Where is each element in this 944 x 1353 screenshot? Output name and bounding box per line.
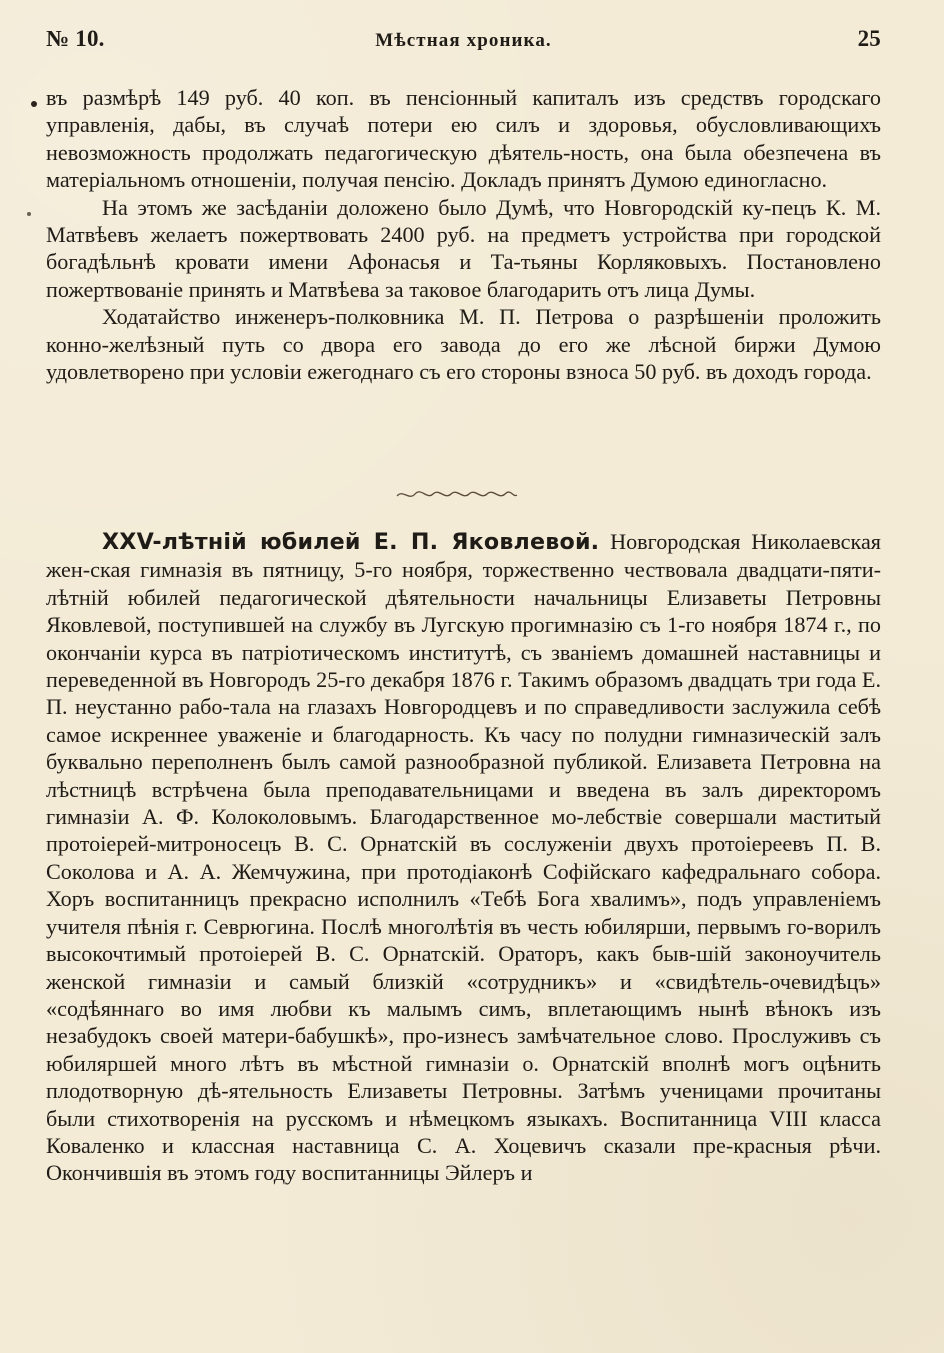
jubilee-article <box>46 528 881 1187</box>
article-body: Новгородская Николаевская жен-ская гимназія въ пятницу, 5-го ноября, торжественно чествовала двадцати-пяти-лѣтній юбилей педагогической дѣятельности начальницы Елизаветы Петровны Яковлевой, поступившей на службу въ Лугскую прогимназію съ 1-го ноября 1874 г., по окончаніи курса въ патріотическомъ институтѣ, съ званіемъ домашней наставницы и переведенной въ Новгородъ 25-го декабря 1876 г. Такимъ образомъ двадцать три года Е. П. неустанно рабо-тала на глазахъ Новгородцевъ и по справедливости заслужила себѣ самое искреннее уваженіе и благодарность. Къ часу по полудни гимназическій залъ буквально переполненъ былъ самой разнообразной публикой. Елизавета Петровна на лѣстницѣ встрѣчена была преподавательницами и введена въ залъ директоромъ гимназіи А. Ф. Колоколовымъ. Благодарственное мо-лебствіе совершали маститый протоіерей-митроносецъ В. С. Орнатскій въ сослуженіи двухъ протоіереевъ П. В. Соколова и А. А. Жемчужина, при протодіаконѣ Софійскаго кафедральнаго собора. Хоръ воспитанницъ прекрасно исполнилъ «Тебѣ Бога хвалимъ», подъ управленіемъ учителя пѣнія г. Севрюгина. Послѣ многолѣтія въ честь юбилярши, первымъ го-ворилъ высокочтимый протоіерей В. С. Орнатскій. Ораторъ, какъ быв-шій законоучитель женской гимназіи и самый близкій «сотрудникъ» и «свидѣтель-очевидѣцъ» «содѣяннаго во имя любви къ малымъ симъ, вплетающимъ нынѣ вѣнокъ изъ незабудокъ своей матери-бабушкѣ», про-изнесъ замѣчательное слово. Прослуживъ съ юбиляршей много лѣтъ въ мѣстной гимназіи о. Орнатскій вполнѣ могъ оцѣнить плодотворную дѣ-ятельность Елизаветы Петровны. Затѣмъ ученицами прочитаны были стихотворенія на русскомъ и нѣмецкомъ языкахъ. Воспитанница VIII класса Коваленко и классная наставница С. А. Хоцевичъ сказали пре-красныя рѣчи. Окончившія въ этомъ году воспитанницы Эйлеръ и <box>46 529 882 1186</box>
page-number: 25 <box>857 26 881 51</box>
issue-number: № 10. <box>46 26 105 51</box>
paragraph-railway: Ходатайство инженеръ-полковника М. П. Петрова о разрѣшеніи проложить конно-желѣзный путь со двора его завода до его же лѣсной биржи Думою удовлетворено при условіи ежегоднаго съ его стороны взноса 50 руб. въ доходъ города. <box>46 304 881 385</box>
margin-mark <box>31 101 37 107</box>
page-header <box>46 26 881 54</box>
council-report <box>46 84 881 385</box>
article-headline: XXV-лѣтній юбилей Е. П. Яковлевой. <box>102 529 600 555</box>
paragraph-pension: въ размѣрѣ 149 руб. 40 коп. въ пенсіонный капиталъ изъ средствъ городскаго управленія, дабы, въ случаѣ потери ею силъ и здоровья, обусловливающихъ невозможность продолжать педагогическую дѣятель-ность, она была обезпечена въ матеріальномъ отношеніи, получая пенсію. Докладъ принятъ Думою единогласно. <box>46 85 881 193</box>
section-title: Мѣстная хроника. <box>375 30 552 51</box>
margin-mark <box>27 212 31 216</box>
ornamental-divider <box>395 486 519 504</box>
paragraph-donation: На этомъ же засѣданіи доложено было Думѣ, что Новгородскій ку-пецъ К. М. Матвѣевъ желаетъ пожертвовать 2400 руб. на предметъ устройства при городской богадѣльнѣ кровати имени Афонасья и Та-тьяны Корляковыхъ. Постановлено пожертвованіе принять и Матвѣева за таковое благодарить отъ лица Думы. <box>46 194 881 302</box>
article-paragraph <box>46 528 881 1187</box>
